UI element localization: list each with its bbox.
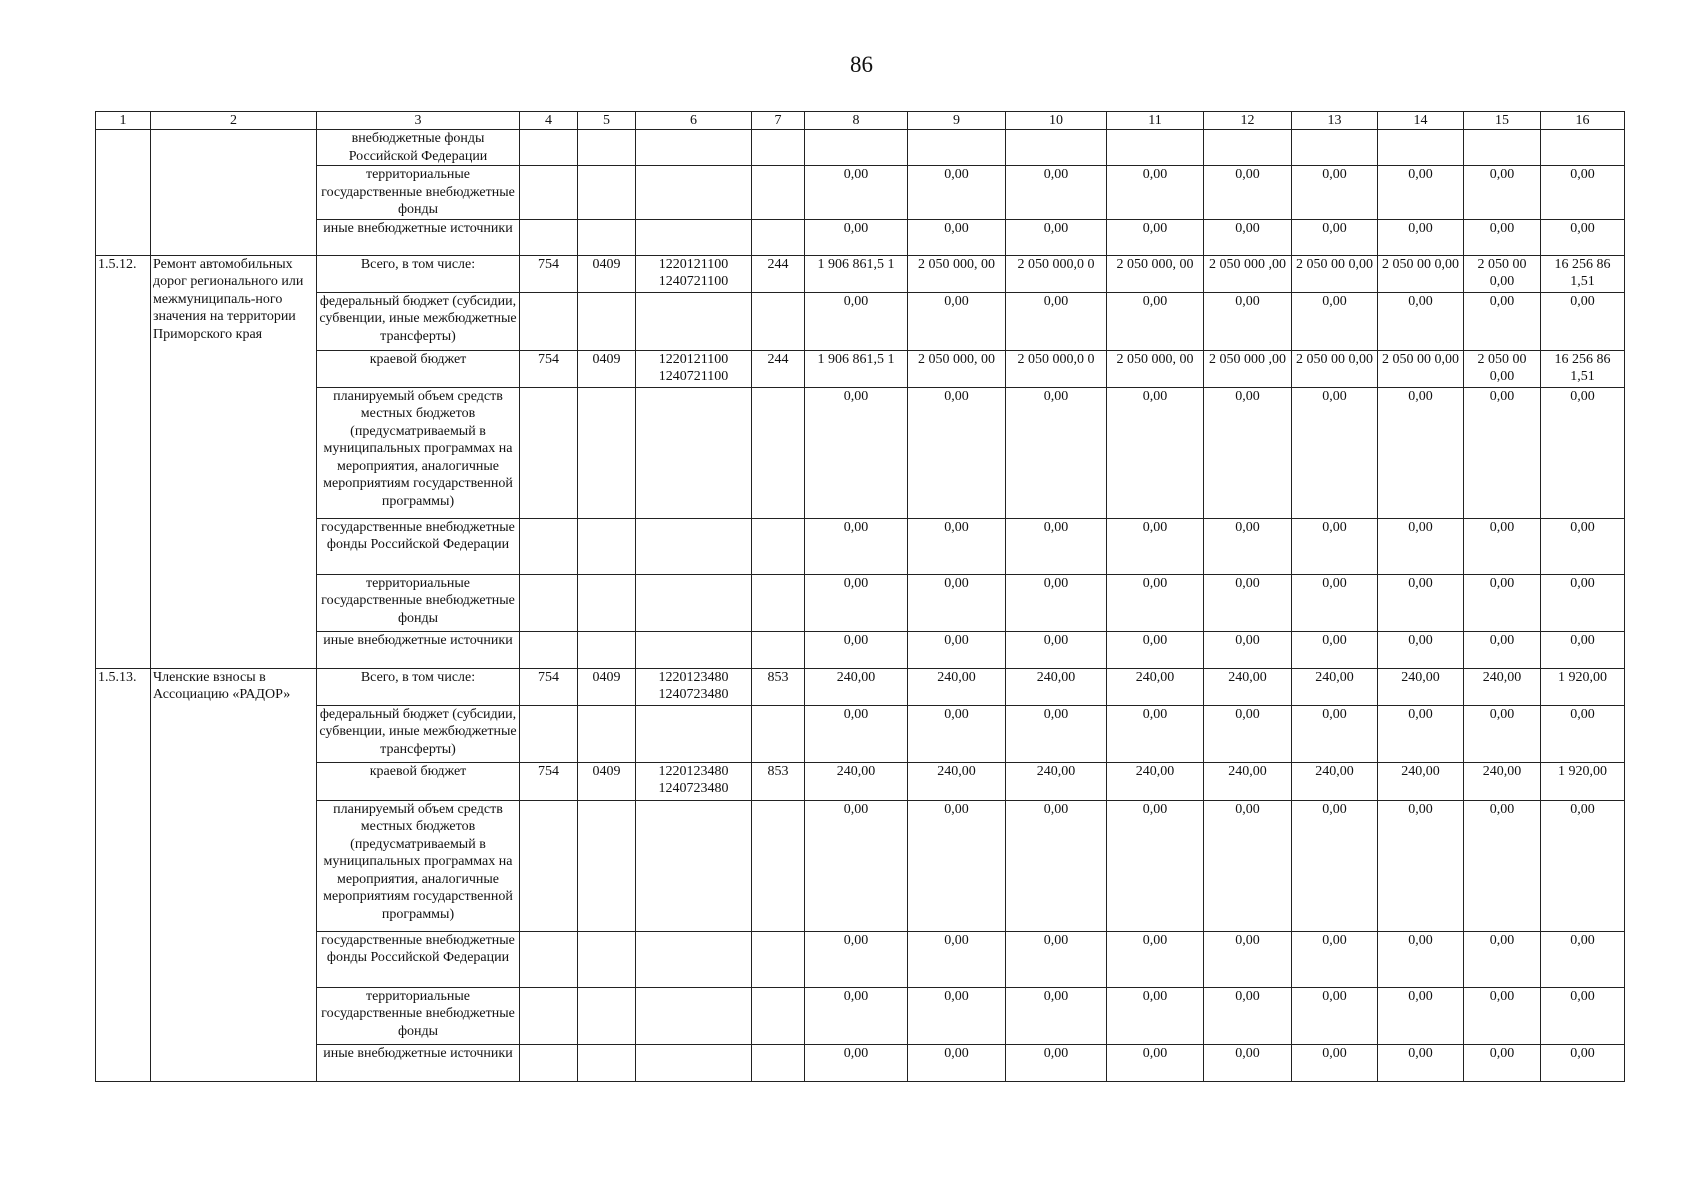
amount-cell: 0,00 [1107, 292, 1204, 350]
amount-cell: 240,00 [1292, 762, 1378, 800]
amount-cell: 0,00 [1204, 574, 1292, 631]
amount-cell: 0,00 [1107, 631, 1204, 668]
code-c7: 244 [752, 255, 805, 292]
amount-cell: 0,00 [1464, 574, 1541, 631]
amount-cell: 0,00 [1292, 574, 1378, 631]
amount-cell: 0,00 [1107, 705, 1204, 762]
code-c4 [520, 292, 578, 350]
code-c6 [636, 987, 752, 1044]
code-cell [520, 219, 578, 255]
amount-cell: 0,00 [1378, 387, 1464, 518]
code-c5 [578, 1044, 636, 1081]
amount-cell: 0,00 [1378, 987, 1464, 1044]
column-number-header-row [96, 112, 1625, 130]
table-row [96, 166, 1625, 220]
amount-cell: 0,00 [805, 631, 908, 668]
source-label: территориальные государственные внебюджетные фонды [317, 987, 520, 1044]
amount-cell: 0,00 [908, 292, 1006, 350]
amount-cell: 0,00 [1464, 387, 1541, 518]
column-number-3: 3 [317, 112, 520, 130]
code-c5: 0409 [578, 668, 636, 705]
table-row [96, 631, 1625, 668]
table-row [96, 800, 1625, 931]
amount-cell: 0,00 [1378, 574, 1464, 631]
amount-cell: 0,00 [805, 1044, 908, 1081]
amount-cell: 0,00 [1107, 574, 1204, 631]
amount-cell: 0,00 [1541, 931, 1625, 987]
column-number-2: 2 [151, 112, 317, 130]
amount-cell: 0,00 [1107, 387, 1204, 518]
amount-cell: 0,00 [1541, 574, 1625, 631]
code-c6 [636, 574, 752, 631]
amount-cell: 0,00 [1378, 166, 1464, 220]
amount-cell: 0,00 [805, 292, 908, 350]
amount-cell: 240,00 [1107, 762, 1204, 800]
code-c7 [752, 387, 805, 518]
code-cell [578, 219, 636, 255]
amount-cell: 0,00 [1006, 166, 1107, 220]
amount-cell: 0,00 [1541, 987, 1625, 1044]
amount-cell: 0,00 [1378, 631, 1464, 668]
amount-cell: 0,00 [1464, 219, 1541, 255]
code-c4 [520, 631, 578, 668]
item-name: Членские взносы в Ассоциацию «РАДОР» [151, 668, 317, 1081]
amount-cell: 0,00 [805, 987, 908, 1044]
amount-cell: 0,00 [1107, 518, 1204, 574]
code-c7 [752, 631, 805, 668]
source-label: краевой бюджет [317, 350, 520, 387]
amount-cell: 0,00 [1541, 705, 1625, 762]
code-c6 [636, 292, 752, 350]
code-c4: 754 [520, 255, 578, 292]
code-cell [578, 166, 636, 220]
source-label: иные внебюджетные источники [317, 631, 520, 668]
amount-cell: 0,00 [1107, 931, 1204, 987]
table-row [96, 130, 1625, 166]
source-label: территориальные государственные внебюджетные фонды [317, 166, 520, 220]
code-c5 [578, 631, 636, 668]
amount-cell: 0,00 [1006, 574, 1107, 631]
amount-cell: 0,00 [908, 705, 1006, 762]
code-cell [752, 166, 805, 220]
code-c5: 0409 [578, 350, 636, 387]
amount-cell: 0,00 [1292, 800, 1378, 931]
code-c4: 754 [520, 668, 578, 705]
amount-cell: 240,00 [1464, 668, 1541, 705]
amount-cell: 0,00 [1006, 631, 1107, 668]
column-number-14: 14 [1378, 112, 1464, 130]
amount-cell: 0,00 [1204, 800, 1292, 931]
item-number: 1.5.13. [96, 668, 151, 1081]
table-row [96, 668, 1625, 705]
amount-cell: 0,00 [1541, 387, 1625, 518]
amount-cell: 0,00 [1006, 387, 1107, 518]
code-c7: 244 [752, 350, 805, 387]
amount-cell: 0,00 [1107, 1044, 1204, 1081]
amount-cell: 0,00 [908, 800, 1006, 931]
code-cell [636, 166, 752, 220]
table-row [96, 762, 1625, 800]
amount-cell: 0,00 [1541, 219, 1625, 255]
amount-cell: 0,00 [1292, 166, 1378, 220]
amount-cell: 240,00 [1292, 668, 1378, 705]
code-c6 [636, 631, 752, 668]
amount-cell: 0,00 [1107, 987, 1204, 1044]
amount-cell [1204, 130, 1292, 166]
column-number-16: 16 [1541, 112, 1625, 130]
amount-cell: 16 256 86 1,51 [1541, 255, 1625, 292]
amount-cell: 0,00 [1107, 219, 1204, 255]
column-number-12: 12 [1204, 112, 1292, 130]
table-row [96, 1044, 1625, 1081]
amount-cell: 2 050 00 0,00 [1378, 255, 1464, 292]
code-c6: 1220121100 1240721100 [636, 255, 752, 292]
amount-cell: 0,00 [805, 800, 908, 931]
amount-cell: 0,00 [1292, 292, 1378, 350]
amount-cell: 0,00 [805, 705, 908, 762]
amount-cell [1378, 130, 1464, 166]
item-number: 1.5.12. [96, 255, 151, 668]
amount-cell: 0,00 [1204, 166, 1292, 220]
amount-cell: 2 050 00 0,00 [1464, 350, 1541, 387]
amount-cell: 2 050 000, 00 [1107, 255, 1204, 292]
column-number-15: 15 [1464, 112, 1541, 130]
code-c7 [752, 800, 805, 931]
code-cell [520, 166, 578, 220]
amount-cell: 0,00 [1006, 219, 1107, 255]
amount-cell: 0,00 [1006, 705, 1107, 762]
column-number-9: 9 [908, 112, 1006, 130]
source-label: Всего, в том числе: [317, 668, 520, 705]
table-row [96, 987, 1625, 1044]
code-c7 [752, 574, 805, 631]
code-c7 [752, 987, 805, 1044]
source-label: территориальные государственные внебюджетные фонды [317, 574, 520, 631]
amount-cell: 0,00 [805, 574, 908, 631]
amount-cell: 2 050 00 0,00 [1292, 255, 1378, 292]
amount-cell: 2 050 000,0 0 [1006, 255, 1107, 292]
amount-cell: 0,00 [1541, 631, 1625, 668]
amount-cell: 0,00 [1204, 292, 1292, 350]
amount-cell: 0,00 [1378, 800, 1464, 931]
amount-cell: 240,00 [1107, 668, 1204, 705]
source-label: федеральный бюджет (субсидии, субвенции, иные межбюджетные трансферты) [317, 292, 520, 350]
code-cell [752, 219, 805, 255]
source-label: внебюджетные фонды Российской Федерации [317, 130, 520, 166]
item-name: Ремонт автомобильных дорог регионального или межмуниципаль-ного значения на территории Приморского края [151, 255, 317, 668]
code-cell [752, 130, 805, 166]
amount-cell: 0,00 [1292, 705, 1378, 762]
table-row [96, 705, 1625, 762]
amount-cell: 0,00 [908, 166, 1006, 220]
amount-cell: 0,00 [908, 518, 1006, 574]
amount-cell: 0,00 [1378, 1044, 1464, 1081]
amount-cell: 0,00 [1292, 219, 1378, 255]
page-number: 86 [850, 52, 873, 77]
code-c7: 853 [752, 668, 805, 705]
amount-cell: 0,00 [1464, 631, 1541, 668]
code-c4 [520, 518, 578, 574]
table-row [96, 518, 1625, 574]
code-c6 [636, 387, 752, 518]
code-c6 [636, 518, 752, 574]
source-label: планируемый объем средств местных бюджетов (предусматриваемый в муниципальных программах на мероприятия, аналогичные мероприятиям государственной программы) [317, 800, 520, 931]
amount-cell: 240,00 [1204, 668, 1292, 705]
amount-cell: 0,00 [1464, 987, 1541, 1044]
amount-cell: 0,00 [1464, 931, 1541, 987]
code-c6 [636, 1044, 752, 1081]
source-label: государственные внебюджетные фонды Российской Федерации [317, 518, 520, 574]
amount-cell: 2 050 000, 00 [908, 255, 1006, 292]
amount-cell: 240,00 [908, 762, 1006, 800]
amount-cell: 0,00 [805, 219, 908, 255]
code-cell [636, 219, 752, 255]
amount-cell: 0,00 [1464, 518, 1541, 574]
source-label: государственные внебюджетные фонды Российской Федерации [317, 931, 520, 987]
code-c5 [578, 574, 636, 631]
amount-cell: 0,00 [1292, 987, 1378, 1044]
amount-cell: 240,00 [908, 668, 1006, 705]
column-number-7: 7 [752, 112, 805, 130]
amount-cell: 240,00 [1204, 762, 1292, 800]
amount-cell: 0,00 [1204, 987, 1292, 1044]
code-c4: 754 [520, 350, 578, 387]
source-label: краевой бюджет [317, 762, 520, 800]
amount-cell: 0,00 [1378, 219, 1464, 255]
code-c6: 1220123480 1240723480 [636, 668, 752, 705]
column-number-6: 6 [636, 112, 752, 130]
amount-cell: 0,00 [908, 219, 1006, 255]
code-c5 [578, 292, 636, 350]
code-c7 [752, 705, 805, 762]
code-c5 [578, 518, 636, 574]
amount-cell: 0,00 [1464, 800, 1541, 931]
amount-cell: 0,00 [908, 931, 1006, 987]
amount-cell: 2 050 000,0 0 [1006, 350, 1107, 387]
code-c5 [578, 931, 636, 987]
amount-cell: 240,00 [1006, 668, 1107, 705]
code-c6: 1220121100 1240721100 [636, 350, 752, 387]
amount-cell: 240,00 [805, 668, 908, 705]
item-number-cell [96, 130, 151, 256]
amount-cell: 2 050 000, 00 [908, 350, 1006, 387]
code-c6 [636, 800, 752, 931]
code-c5: 0409 [578, 255, 636, 292]
code-c7 [752, 518, 805, 574]
amount-cell: 2 050 00 0,00 [1378, 350, 1464, 387]
amount-cell: 0,00 [1292, 1044, 1378, 1081]
column-number-11: 11 [1107, 112, 1204, 130]
amount-cell: 0,00 [1204, 518, 1292, 574]
amount-cell: 16 256 86 1,51 [1541, 350, 1625, 387]
amount-cell: 0,00 [908, 631, 1006, 668]
column-number-8: 8 [805, 112, 908, 130]
code-c4 [520, 800, 578, 931]
amount-cell: 0,00 [1204, 705, 1292, 762]
code-c5: 0409 [578, 762, 636, 800]
source-label: федеральный бюджет (субсидии, субвенции, иные межбюджетные трансферты) [317, 705, 520, 762]
column-number-10: 10 [1006, 112, 1107, 130]
amount-cell: 0,00 [1378, 518, 1464, 574]
code-c7 [752, 931, 805, 987]
code-c5 [578, 987, 636, 1044]
amount-cell [805, 130, 908, 166]
amount-cell: 0,00 [1107, 166, 1204, 220]
column-number-5: 5 [578, 112, 636, 130]
amount-cell: 0,00 [1006, 931, 1107, 987]
source-label: иные внебюджетные источники [317, 1044, 520, 1081]
amount-cell [908, 130, 1006, 166]
code-c5 [578, 800, 636, 931]
amount-cell: 0,00 [908, 987, 1006, 1044]
source-label: планируемый объем средств местных бюджетов (предусматриваемый в муниципальных программах на мероприятия, аналогичные мероприятиям государственной программы) [317, 387, 520, 518]
code-c4: 754 [520, 762, 578, 800]
code-cell [636, 130, 752, 166]
amount-cell: 0,00 [1292, 631, 1378, 668]
item-name-cell [151, 130, 317, 256]
table-row [96, 219, 1625, 255]
amount-cell [1292, 130, 1378, 166]
amount-cell: 0,00 [805, 518, 908, 574]
column-number-1: 1 [96, 112, 151, 130]
source-label: иные внебюджетные источники [317, 219, 520, 255]
amount-cell: 0,00 [1464, 166, 1541, 220]
amount-cell: 240,00 [1378, 762, 1464, 800]
amount-cell: 0,00 [1292, 931, 1378, 987]
amount-cell: 240,00 [1378, 668, 1464, 705]
amount-cell: 0,00 [1006, 1044, 1107, 1081]
table-row [96, 255, 1625, 292]
amount-cell: 0,00 [1006, 800, 1107, 931]
amount-cell: 0,00 [1006, 987, 1107, 1044]
amount-cell: 0,00 [1107, 800, 1204, 931]
code-c6: 1220123480 1240723480 [636, 762, 752, 800]
amount-cell: 0,00 [1204, 631, 1292, 668]
code-c6 [636, 705, 752, 762]
amount-cell: 0,00 [805, 387, 908, 518]
amount-cell: 0,00 [1204, 387, 1292, 518]
amount-cell: 0,00 [805, 931, 908, 987]
amount-cell: 0,00 [1541, 518, 1625, 574]
amount-cell: 1 920,00 [1541, 668, 1625, 705]
amount-cell: 240,00 [805, 762, 908, 800]
amount-cell: 0,00 [1006, 292, 1107, 350]
code-c4 [520, 574, 578, 631]
amount-cell: 0,00 [805, 166, 908, 220]
amount-cell: 240,00 [1464, 762, 1541, 800]
amount-cell [1464, 130, 1541, 166]
amount-cell: 0,00 [1464, 705, 1541, 762]
amount-cell: 0,00 [1292, 518, 1378, 574]
code-c5 [578, 387, 636, 518]
amount-cell: 0,00 [1292, 387, 1378, 518]
table-row [96, 350, 1625, 387]
amount-cell: 0,00 [1204, 219, 1292, 255]
source-label: Всего, в том числе: [317, 255, 520, 292]
amount-cell: 1 920,00 [1541, 762, 1625, 800]
code-c4 [520, 705, 578, 762]
amount-cell: 2 050 00 0,00 [1292, 350, 1378, 387]
amount-cell: 0,00 [1541, 800, 1625, 931]
amount-cell: 0,00 [1204, 931, 1292, 987]
amount-cell: 0,00 [1378, 292, 1464, 350]
code-cell [520, 130, 578, 166]
amount-cell: 2 050 000 ,00 [1204, 255, 1292, 292]
amount-cell [1107, 130, 1204, 166]
table-row [96, 387, 1625, 518]
amount-cell: 0,00 [1541, 1044, 1625, 1081]
amount-cell: 1 906 861,5 1 [805, 350, 908, 387]
amount-cell: 2 050 00 0,00 [1464, 255, 1541, 292]
code-c4 [520, 1044, 578, 1081]
table-row [96, 292, 1625, 350]
amount-cell: 0,00 [1204, 1044, 1292, 1081]
budget-table [95, 111, 1625, 1082]
table-row [96, 574, 1625, 631]
code-c4 [520, 387, 578, 518]
code-c7 [752, 1044, 805, 1081]
amount-cell: 0,00 [908, 1044, 1006, 1081]
code-c5 [578, 705, 636, 762]
amount-cell: 0,00 [1464, 1044, 1541, 1081]
code-c7: 853 [752, 762, 805, 800]
code-c4 [520, 987, 578, 1044]
amount-cell: 0,00 [908, 387, 1006, 518]
amount-cell: 0,00 [1378, 705, 1464, 762]
amount-cell: 0,00 [1541, 292, 1625, 350]
code-c4 [520, 931, 578, 987]
amount-cell: 0,00 [908, 574, 1006, 631]
amount-cell: 2 050 000, 00 [1107, 350, 1204, 387]
amount-cell: 0,00 [1006, 518, 1107, 574]
amount-cell [1006, 130, 1107, 166]
amount-cell: 2 050 000 ,00 [1204, 350, 1292, 387]
code-c6 [636, 931, 752, 987]
amount-cell: 0,00 [1541, 166, 1625, 220]
code-c7 [752, 292, 805, 350]
amount-cell: 0,00 [1464, 292, 1541, 350]
column-number-4: 4 [520, 112, 578, 130]
code-cell [578, 130, 636, 166]
amount-cell: 0,00 [1378, 931, 1464, 987]
column-number-13: 13 [1292, 112, 1378, 130]
table-row [96, 931, 1625, 987]
amount-cell [1541, 130, 1625, 166]
amount-cell: 1 906 861,5 1 [805, 255, 908, 292]
amount-cell: 240,00 [1006, 762, 1107, 800]
table-body [96, 112, 1625, 1082]
